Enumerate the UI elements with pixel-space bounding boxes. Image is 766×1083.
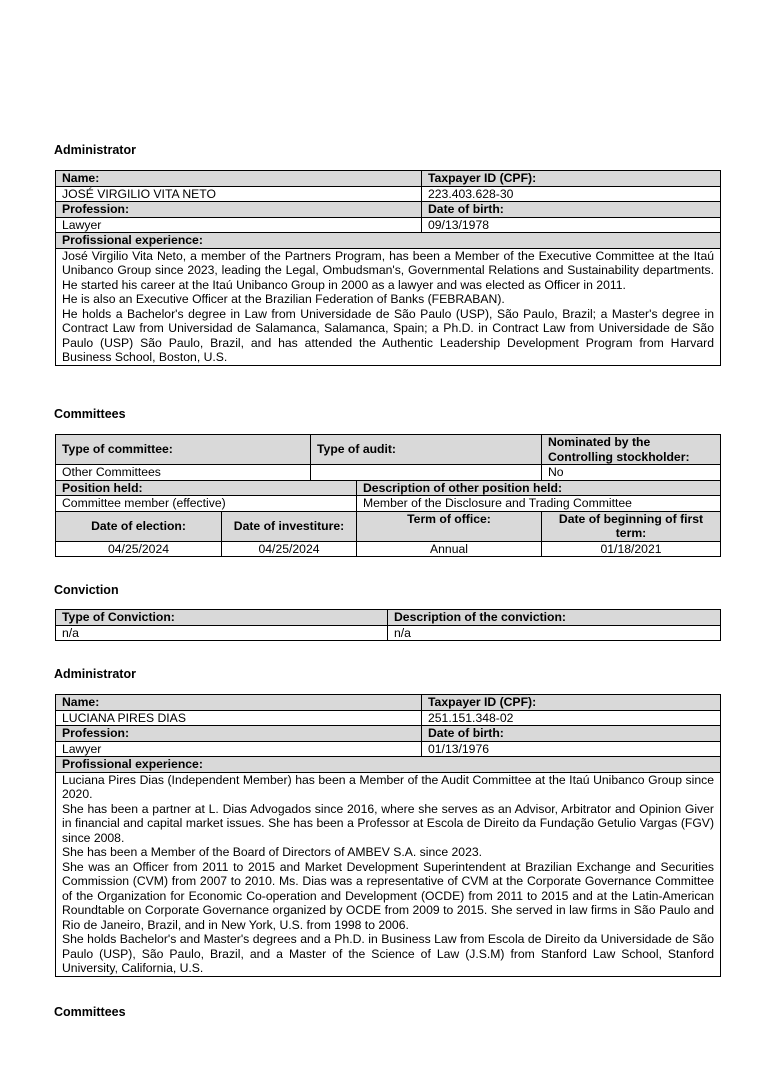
administrator-table xyxy=(55,170,721,366)
investiture-date-label: Date of investiture: xyxy=(222,511,357,541)
name-label: Name: xyxy=(56,171,422,187)
audit-type-label: Type of audit: xyxy=(311,435,542,465)
experience-paragraph: José Virgilio Vita Neto, a member of the Partners Program, has been a Member of the Executive Committee at the Itaú Unibanco Group since 2023, leading the Legal, Ombudsman's, Governmental Relations and Sustainability departments. He started his career at the Itaú Unibanco Group in 2000 as a lawyer and was elected as Officer in 2011. xyxy=(62,248,714,292)
experience-label: Profissional experience: xyxy=(56,757,721,773)
conviction-table xyxy=(55,609,721,641)
first-term-value: 01/18/2021 xyxy=(542,541,721,557)
experience-paragraph: He is also an Executive Officer at the Brazilian Federation of Banks (FEBRABAN). xyxy=(62,292,505,306)
investiture-date-value: 04/25/2024 xyxy=(222,541,357,557)
name-label: Name: xyxy=(56,695,422,711)
section-heading-committees: Committees xyxy=(54,1005,126,1019)
term-value: Annual xyxy=(357,541,542,557)
cpf-value: 223.403.628-30 xyxy=(422,186,721,202)
profession-value: Lawyer xyxy=(56,741,422,757)
conviction-type-value: n/a xyxy=(56,625,388,641)
other-position-value: Member of the Disclosure and Trading Committee xyxy=(357,496,721,512)
dob-value: 09/13/1978 xyxy=(422,217,721,233)
election-date-value: 04/25/2024 xyxy=(56,541,222,557)
experience-paragraph: Luciana Pires Dias (Independent Member) has been a Member of the Audit Committee at the Itaú Unibanco Group since 2020. xyxy=(62,772,714,801)
profession-label: Profession: xyxy=(56,726,422,742)
name-value: LUCIANA PIRES DIAS xyxy=(56,710,422,726)
experience-label: Profissional experience: xyxy=(56,233,721,249)
profession-value: Lawyer xyxy=(56,217,422,233)
experience-paragraph: She has been a partner at L. Dias Advogados since 2016, where she serves as an Advisor, Arbitrator and Opinion Giver in financial and capital market issues. She has been a Professor at Escola de Direito da Fundação Getulio Vargas (FGV) since 2008. xyxy=(62,801,714,845)
position-value: Committee member (effective) xyxy=(56,496,357,512)
committee-type-value: Other Committees xyxy=(56,465,311,481)
experience-paragraph: She holds Bachelor's and Master's degrees and a Ph.D. in Business Law from Escola de Direito da Universidade de São Paulo (USP), São Paulo, Brazil, and a Master of the Science of Law (J.S.M) from Stanford Law School, Stanford University, California, U.S. xyxy=(62,932,714,975)
cpf-value: 251.151.348-02 xyxy=(422,710,721,726)
experience-paragraph: She has been a Member of the Board of Directors of AMBEV S.A. since 2023. xyxy=(62,845,483,859)
term-label: Term of office: xyxy=(357,511,542,541)
conviction-type-label: Type of Conviction: xyxy=(56,610,388,626)
dob-label: Date of birth: xyxy=(422,202,721,218)
profession-label: Profession: xyxy=(56,202,422,218)
experience-text xyxy=(56,772,721,976)
cpf-label: Taxpayer ID (CPF): xyxy=(422,171,721,187)
administrator-table xyxy=(55,694,721,977)
first-term-label: Date of beginning of first term: xyxy=(542,511,721,541)
experience-paragraph: She was an Officer from 2011 to 2015 and Market Development Superintendent at Brazilian Exchange and Securities Commission (CVM) from 2007 to 2010. Ms. Dias was a representative of CVM at the Corporate Governance Committee of the Organization for Economic Co-operation and Development (OCDE) from 2011 to 2015 and at the Latin-American Roundtable on Corporate Governance organized by OCDE from 2009 to 2015. She served in law firms in São Paulo and Rio de Janeiro, Brazil, and in New York, U.S. from 1998 to 2006. xyxy=(62,859,714,932)
nominated-label: Nominated by the Controlling stockholder: xyxy=(542,435,721,465)
nominated-value: No xyxy=(542,465,721,481)
position-label: Position held: xyxy=(56,480,357,496)
section-heading-conviction: Conviction xyxy=(54,583,119,597)
name-value: JOSÉ VIRGILIO VITA NETO xyxy=(56,186,422,202)
other-position-label: Description of other position held: xyxy=(357,480,721,496)
election-date-label: Date of election: xyxy=(56,511,222,541)
conviction-desc-label: Description of the conviction: xyxy=(388,610,721,626)
committee-type-label: Type of committee: xyxy=(56,435,311,465)
dob-label: Date of birth: xyxy=(422,726,721,742)
dob-value: 01/13/1976 xyxy=(422,741,721,757)
experience-paragraph: He holds a Bachelor's degree in Law from Universidade de São Paulo (USP), São Paulo, Brazil; a Master's degree in Contract Law from Universidad de Salamanca, Salamanca, Spain; a Ph.D. in Contract Law from Universidade de São Paulo (USP) São Paulo, Brazil, and has attended the Authentic Leadership Development Program from Harvard Business School, Boston, U.S. xyxy=(62,306,714,364)
committees-table xyxy=(55,434,721,557)
conviction-desc-value: n/a xyxy=(388,625,721,641)
section-heading-administrator: Administrator xyxy=(54,667,136,681)
experience-text xyxy=(56,248,721,365)
section-heading-administrator: Administrator xyxy=(54,143,136,157)
section-heading-committees: Committees xyxy=(54,407,126,421)
audit-type-value xyxy=(311,465,542,481)
cpf-label: Taxpayer ID (CPF): xyxy=(422,695,721,711)
